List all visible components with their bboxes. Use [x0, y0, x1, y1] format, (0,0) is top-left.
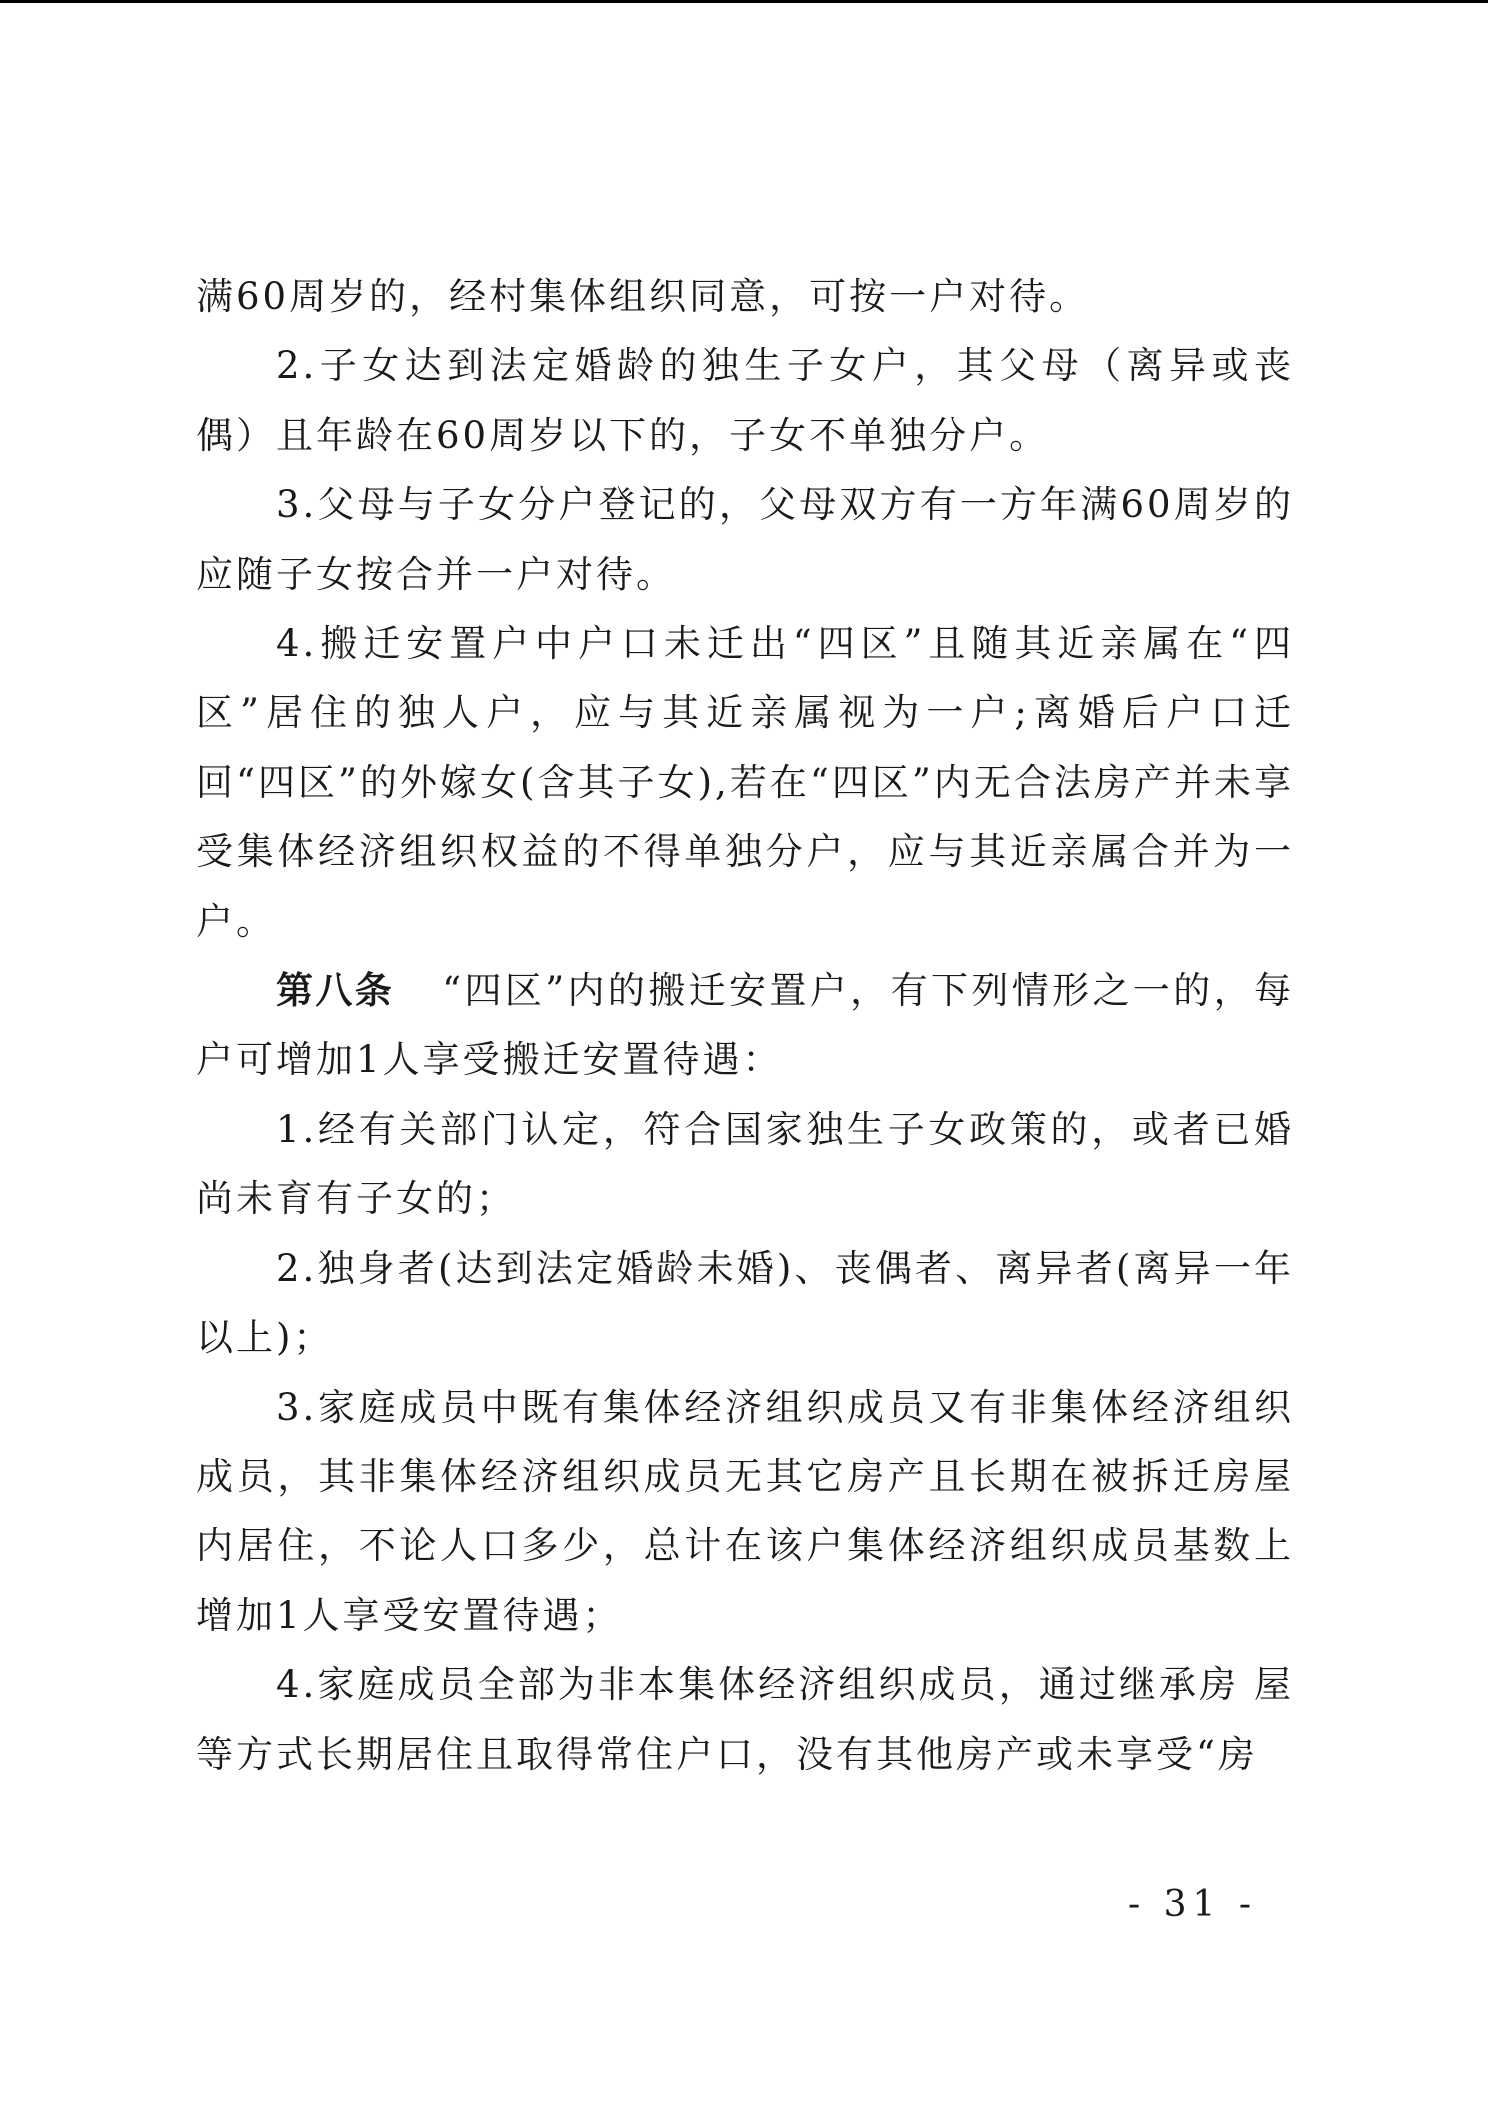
article-item-2: 2.独身者(达到法定婚龄未婚)、丧偶者、离异者(离异一年以上)；: [196, 1246, 1294, 1360]
article-text: “四区”内的搬迁安置户，有下列情形之一的，每户可增加1人享受搬迁安置待遇：: [196, 969, 1294, 1082]
article-heading: 第八条: [276, 969, 395, 1013]
paragraph-item-4: 4.搬迁安置户中户口未迁出“四区”且随其近亲属在“四区”居住的独人户，应与其近亲属视为一户;离婚后户口迁回“四区”的外嫁女(含其子女),若在“四区”内无合法房产并未享受集体经济组织权益的不得单独分户，应与其近亲属合并为一户。: [196, 622, 1294, 943]
article-item-1: 1.经有关部门认定，符合国家独生子女政策的，或者已婚尚未育有子女的；: [196, 1107, 1294, 1221]
article-item-3: 3.家庭成员中既有集体经济组织成员又有非集体经济组织成员，其非集体经济组织成员无其它房产且长期在被拆迁房屋内居住，不论人口多少，总计在该户集体经济组织成员基数上增加1人享受安置待遇；: [196, 1385, 1294, 1637]
article-eight-paragraph: [196, 956, 1294, 1095]
document-body: [196, 262, 1294, 1789]
paragraph-continuation: 满60周岁的，经村集体组织同意，可按一户对待。: [196, 275, 1090, 318]
page-number: - 31 -: [1128, 1884, 1258, 1925]
paragraph-item-2: 2.子女达到法定婚龄的独生子女户，其父母（离异或丧偶）且年龄在60周岁以下的，子女不单独分户。: [196, 344, 1294, 457]
top-border-line: [0, 0, 1488, 3]
article-item-4: 4.家庭成员全部为非本集体经济组织成员，通过继承房 屋等方式长期居住且取得常住户口，没有其他房产或未享受“房: [196, 1663, 1294, 1776]
paragraph-item-3: 3.父母与子女分户登记的，父母双方有一方年满60周岁的应随子女按合并一户对待。: [196, 483, 1294, 596]
